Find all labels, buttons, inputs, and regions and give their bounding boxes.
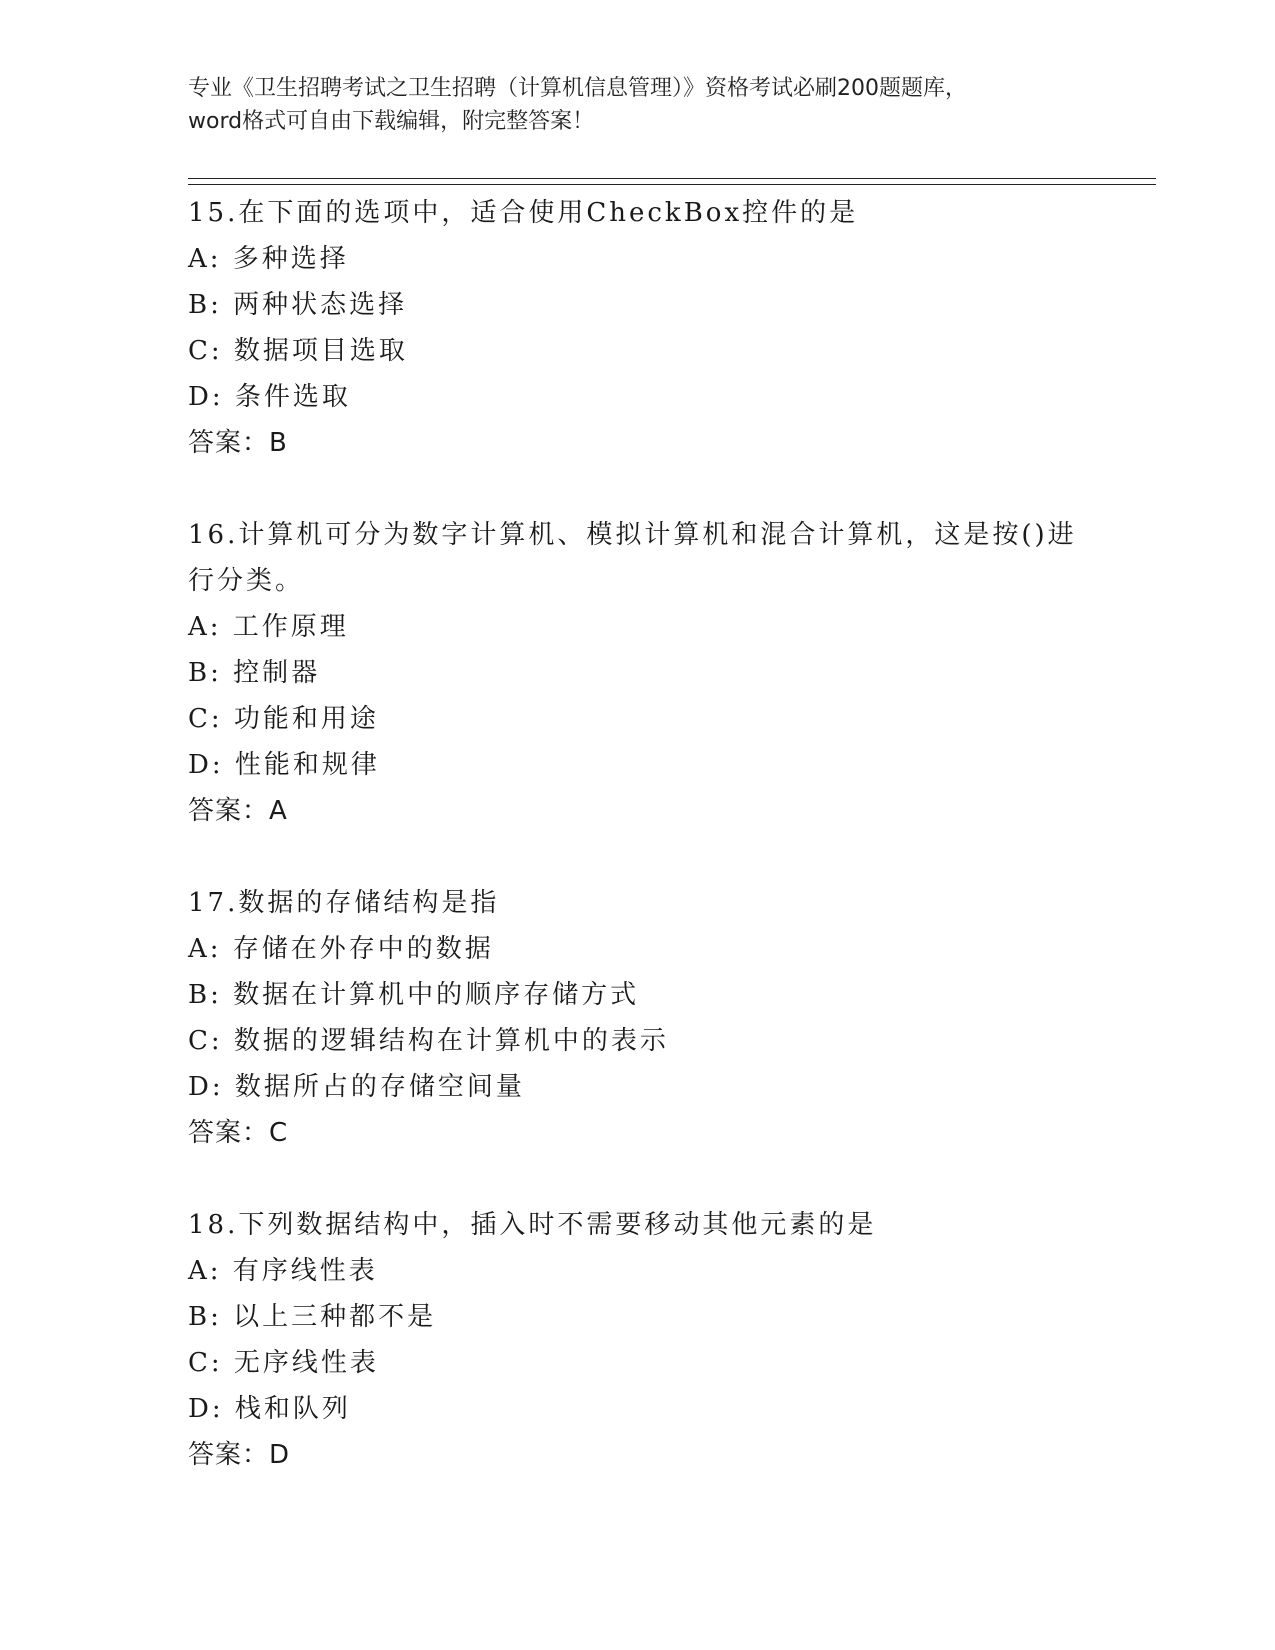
- header-divider-bottom: [188, 184, 1156, 185]
- question-18: [188, 1202, 1088, 1478]
- header-line-2: word格式可自由下载编辑，附完整答案！: [188, 109, 595, 134]
- question-text: 17.数据的存储结构是指: [188, 888, 500, 918]
- option-a: A: 多种选择: [188, 244, 349, 274]
- option-b: B: 数据在计算机中的顺序存储方式: [188, 980, 640, 1010]
- option-c: C: 数据项目选取: [188, 336, 408, 366]
- option-d: D: 条件选取: [188, 382, 351, 412]
- question-15: [188, 190, 1088, 466]
- option-a: A: 有序线性表: [188, 1256, 378, 1286]
- question-text: 15.在下面的选项中，适合使用CheckBox控件的是: [188, 198, 859, 228]
- header-divider-top: [188, 178, 1156, 179]
- option-d: D: 栈和队列: [188, 1394, 351, 1424]
- option-a: A: 工作原理: [188, 612, 349, 642]
- question-16: [188, 512, 1088, 834]
- option-b: B: 控制器: [188, 658, 321, 688]
- option-b: B: 两种状态选择: [188, 290, 408, 320]
- option-a: A: 存储在外存中的数据: [188, 934, 494, 964]
- answer-text: 答案：C: [188, 1118, 289, 1148]
- answer-text: 答案：B: [188, 428, 288, 458]
- question-list: [188, 190, 1088, 1524]
- option-c: C: 数据的逻辑结构在计算机中的表示: [188, 1026, 669, 1056]
- question-text: 18.下列数据结构中，插入时不需要移动其他元素的是: [188, 1210, 877, 1240]
- option-b: B: 以上三种都不是: [188, 1302, 437, 1332]
- document-header: [188, 72, 1088, 138]
- header-line-1: 专业《卫生招聘考试之卫生招聘（计算机信息管理）》资格考试必刷200题题库，: [188, 76, 967, 101]
- option-d: D: 数据所占的存储空间量: [188, 1072, 525, 1102]
- option-c: C: 无序线性表: [188, 1348, 379, 1378]
- option-d: D: 性能和规律: [188, 750, 380, 780]
- question-text: 16.计算机可分为数字计算机、模拟计算机和混合计算机，这是按()进行分类。: [188, 520, 1077, 596]
- option-c: C: 功能和用途: [188, 704, 379, 734]
- question-17: [188, 880, 1088, 1156]
- answer-text: 答案：D: [188, 1440, 291, 1470]
- answer-text: 答案：A: [188, 796, 288, 826]
